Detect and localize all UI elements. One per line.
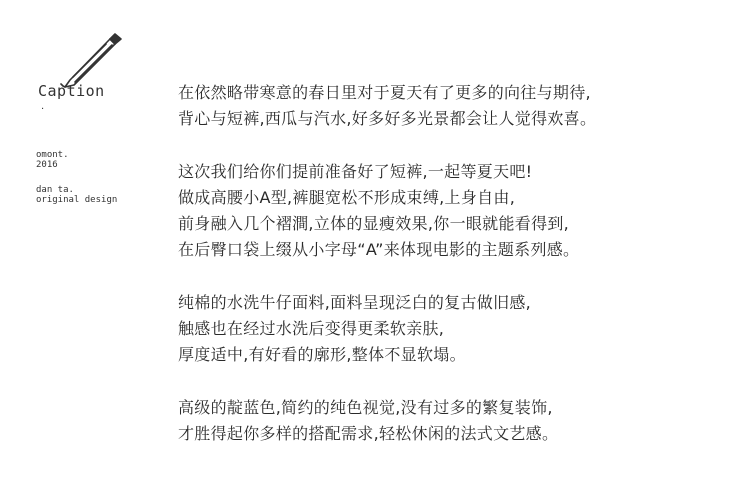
text-line: 在依然略带寒意的春日里对于夏天有了更多的向往与期待, <box>178 83 591 102</box>
text-line: 高级的靛蓝色,简约的纯色视觉,没有过多的繁复装饰, <box>178 398 553 417</box>
text-line: 触感也在经过水洗后变得更柔软亲肤, <box>178 319 445 338</box>
paragraph <box>178 159 738 263</box>
text-line: 背心与短裤,西瓜与汽水,好多好多光景都会让人觉得欢喜。 <box>178 109 597 128</box>
text-line: 才胜得起你多样的搭配需求,轻松休闲的法式文艺感。 <box>178 424 559 443</box>
text-line: 纯棉的水洗牛仔面料,面料呈现泛白的复古做旧感, <box>178 293 532 312</box>
meta-designer: dan ta. <box>36 185 74 195</box>
paragraph <box>178 395 738 447</box>
text-line: 在后臀口袋上缀从小字母“A”来体现电影的主题系列感。 <box>178 240 580 259</box>
caption-title: Caption <box>38 82 105 100</box>
text-line: 做成高腰小A型,裤腿宽松不形成束缚,上身自由, <box>178 188 516 207</box>
paragraph <box>178 80 738 132</box>
body-text <box>178 80 738 474</box>
caption-dot: · <box>41 104 45 115</box>
pencil-icon <box>60 30 140 88</box>
meta-author: omont. <box>36 150 69 160</box>
text-line: 这次我们给你们提前准备好了短裤,一起等夏天吧! <box>178 162 533 181</box>
meta-info <box>36 150 117 205</box>
text-line: 厚度适中,有好看的廓形,整体不显软塌。 <box>178 345 466 364</box>
meta-year: 2016 <box>36 160 58 170</box>
text-line: 前身融入几个褶澗,立体的显瘦效果,你一眼就能看得到, <box>178 214 570 233</box>
paragraph <box>178 290 738 368</box>
meta-design-type: original design <box>36 195 118 205</box>
